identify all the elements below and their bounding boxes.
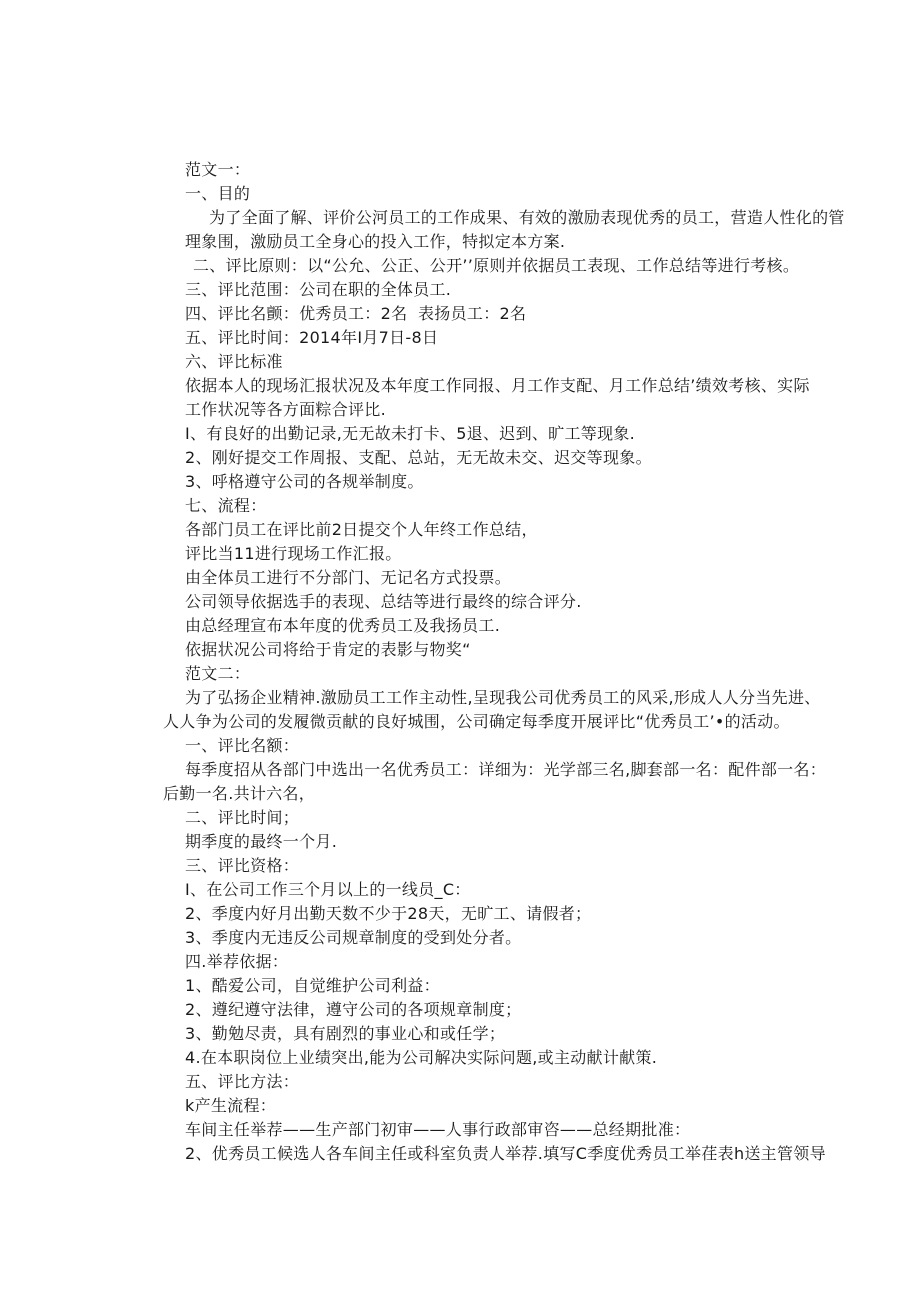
paragraph-intro-line-2: 人人争为公司的发履微贡献的良好城围，公司确定每季度开展评比“优秀员工’•的活动。: [163, 712, 790, 731]
method-flow: 车间主任举荐——生产部门初审——人事行政部审咨——总经期批准：: [185, 1120, 691, 1139]
paragraph-standard-line-2: 工作状况等各方面粽合评比.: [185, 400, 386, 419]
section-method: 五、评比方法：: [185, 1072, 300, 1091]
section-qualification: 三、评比资格：: [185, 856, 300, 875]
paragraph-time-two: 期季度的最终一个月.: [185, 832, 338, 851]
paragraph-quota-line-2: 后勤一名.共计六名，: [163, 784, 316, 803]
qualification-item-3: 3、季度内无违反公司规章制度的受到处分者。: [185, 928, 522, 947]
paragraph-intro-line-1: 为了弘扬企业精神.激励员工工作主动性,呈现我公司优秀员工的风采,形成人人分当先进、: [185, 688, 821, 707]
section-time: 五、评比时间：2014年I月7日-8日: [185, 328, 439, 347]
section-process: 七、流程：: [185, 496, 267, 515]
section-quota: 四、评比名颤：优秀员工：2名: [185, 304, 408, 323]
basis-item-2: 2、遵纪遵守法律，遵守公司的各项规章制度；: [185, 1000, 522, 1019]
process-step-2: 评比当11进行现场工作汇报。: [185, 544, 402, 563]
section-principle: 二、评比原则：以“公允、公正、公开’’原则并依据员工表现、工作总结等进行考核。: [193, 256, 800, 275]
method-item-2: 2、优秀员工候选人各车间主任或科室负责人举荐.填写C季度优秀员工举荏表h送主管领导: [185, 1144, 826, 1163]
basis-item-3: 3、勤勉尽责，具有剧烈的事业心和或任学；: [185, 1024, 506, 1043]
process-step-6: 依据状况公司将给于肯定的表影与物奖“: [185, 640, 471, 659]
section-quota-praise: 表扬员工：2名: [418, 304, 527, 323]
process-step-5: 由总经理宣布本年度的优秀员工及我扬员工.: [185, 616, 501, 635]
heading-sample-two: 范文二：: [185, 664, 251, 683]
paragraph-standard-line-1: 依据本人的现场汇报状况及本年度工作同报、月工作支配、月工作总结’绩效考核、实际: [185, 376, 810, 395]
section-standard: 六、评比标准: [185, 352, 283, 371]
basis-item-1: 1、酷爱公司，自觉维护公司利益：: [185, 976, 440, 995]
section-purpose: 一、目的: [185, 184, 251, 203]
section-scope: 三、评比范围：公司在职的全体员工.: [185, 280, 452, 299]
method-item-1: k产生流程：: [185, 1096, 277, 1115]
basis-item-4: 4.在本职岗位上业绩突出,能为公司解决实际问题,或主动献计献策.: [185, 1048, 658, 1067]
section-quota-two: 一、评比名额：: [185, 736, 300, 755]
process-step-3: 由全体员工进行不分部门、无记名方式投票。: [185, 568, 512, 587]
process-step-1: 各部门员工在评比前2日提交个人年终工作总结，: [185, 520, 538, 539]
paragraph-purpose-line-2: 理象围，激励员工全身心的投入工作，特拟定本方案.: [185, 232, 566, 251]
paragraph-quota-line-1: 每季度招从各部门中选出一名优秀员工：详细为：光学部三名,脚套部一名：配件部一名：: [185, 760, 827, 779]
section-recommendation-basis: 四.举荐依据：: [185, 952, 289, 971]
qualification-item-1: I、在公司工作三个月以上的一线员_C：: [185, 880, 471, 899]
qualification-item-2: 2、季度内好月出勤天数不少于28天，无旷工、请假者；: [185, 904, 592, 923]
process-step-4: 公司领导依据选手的表现、总结等进行最终的综合评分.: [185, 592, 582, 611]
standard-item-3: 3、呼格遵守公司的各规举制度。: [185, 472, 424, 491]
standard-item-2: 2、刚好提交工作周报、支配、总站，无无故未交、迟交等现象。: [185, 448, 652, 467]
standard-item-1: I、有良好的出勤记录,无无故未打卡、5退、迟到、旷工等现象.: [185, 424, 636, 443]
paragraph-purpose-line-1: 为了全面了解、评价公河员工的工作成果、有效的激励表现优秀的员工，营造人性化的管: [209, 208, 845, 227]
heading-sample-one: 范文一：: [185, 160, 251, 179]
section-time-two: 二、评比时间；: [185, 808, 300, 827]
